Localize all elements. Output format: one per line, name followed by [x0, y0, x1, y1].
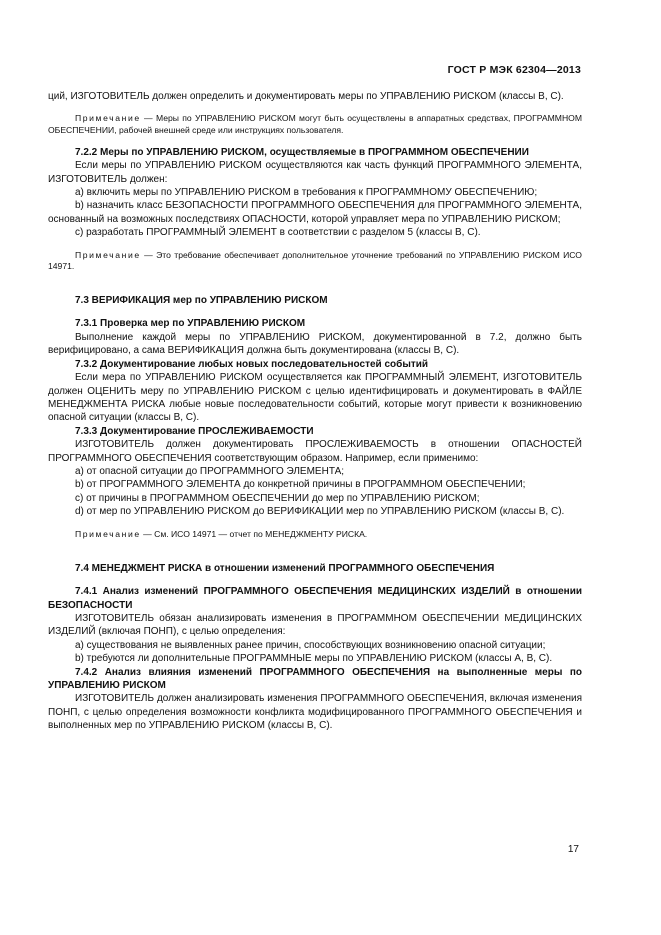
section-heading-7-2-2: 7.2.2 Меры по УПРАВЛЕНИЮ РИСКОМ, осуществляемые в ПРОГРАММНОМ ОБЕСПЕЧЕНИИ	[75, 146, 529, 158]
section-heading-7-3: 7.3 ВЕРИФИКАЦИЯ мер по УПРАВЛЕНИЮ РИСКОМ	[75, 295, 328, 307]
page-number: 17	[567, 844, 579, 855]
note-label: Примечание	[75, 249, 141, 260]
list-item: d) от мер по УПРАВЛЕНИЮ РИСКОМ до ВЕРИФИКАЦИИ мер по УПРАВЛЕНИЮ РИСКОМ (классы В, С).	[75, 506, 565, 518]
section-heading-7-4-2: 7.4.2 Анализ влияния изменений ПРОГРАММНОГО ОБЕСПЕЧЕНИЯ на выполненные меры по УПРАВЛЕНИЮ РИСКОМ	[48, 666, 582, 692]
note-text: — Меры по УПРАВЛЕНИЮ РИСКОМ могут быть осуществлены в аппаратных средствах, ПРОГРАММНОМ ОБЕСПЕЧЕНИИ, рабочей внешней среде или инструкциях пользователя.	[48, 113, 582, 135]
note-paragraph	[48, 113, 582, 135]
document-code-header: ГОСТ Р МЭК 62304—2013	[447, 64, 581, 76]
paragraph: ИЗГОТОВИТЕЛЬ должен анализировать изменения ПРОГРАММНОГО ОБЕСПЕЧЕНИЯ, включая изменения ПОНП, с целью определения возможности конфликта модифицированного ПРОГРАММНОГО ОБЕСПЕЧЕНИЯ и выполненных мер по УПРАВЛЕНИЮ РИСКОМ (классы В, С).	[48, 693, 582, 732]
section-heading-7-4-1: 7.4.1 Анализ изменений ПРОГРАММНОГО ОБЕСПЕЧЕНИЯ МЕДИЦИНСКИХ ИЗДЕЛИЙ в отношении БЕЗОПАСНОСТИ	[48, 586, 582, 611]
list-item: а) существования не выявленных ранее причин, способствующих возникновению опасной ситуации;	[75, 639, 546, 651]
paragraph-continuation: ций, ИЗГОТОВИТЕЛЬ должен определить и документировать меры по УПРАВЛЕНИЮ РИСКОМ (классы В, С).	[48, 91, 564, 102]
paragraph: ИЗГОТОВИТЕЛЬ должен документировать ПРОСЛЕЖИВАЕМОСТЬ в отношении ОПАСНОСТЕЙ ПРОГРАММНОГО ОБЕСПЕЧЕНИЯ соответствующим образом. Например, если применимо:	[48, 439, 582, 464]
page-content	[48, 90, 582, 733]
note-label: Примечание	[75, 528, 141, 539]
note-text: — См. ИСО 14971 — отчет по МЕНЕДЖМЕНТУ РИСКА.	[140, 528, 368, 539]
paragraph: Если меры по УПРАВЛЕНИЮ РИСКОМ осуществляются как часть функций ПРОГРАММНОГО ЭЛЕМЕНТА, ИЗГОТОВИТЕЛЬ должен:	[48, 160, 582, 185]
section-heading-7-3-2: 7.3.2 Документирование любых новых последовательностей событий	[75, 358, 429, 370]
note-paragraph	[48, 529, 582, 540]
list-item: а) от опасной ситуации до ПРОГРАММНОГО ЭЛЕМЕНТА;	[75, 465, 345, 477]
list-item: b) от ПРОГРАММНОГО ЭЛЕМЕНТА до конкретной причины в ПРОГРАММНОМ ОБЕСПЕЧЕНИИ;	[75, 479, 526, 491]
list-item: с) разработать ПРОГРАММНЫЙ ЭЛЕМЕНТ в соответствии с разделом 5 (классы В, С).	[75, 227, 481, 239]
note-paragraph	[48, 250, 582, 272]
list-item: с) от причины в ПРОГРАММНОМ ОБЕСПЕЧЕНИИ до мер по УПРАВЛЕНИЮ РИСКОМ;	[75, 492, 480, 504]
section-heading-7-4: 7.4 МЕНЕДЖМЕНТ РИСКА в отношении изменений ПРОГРАММНОГО ОБЕСПЕЧЕНИЯ	[75, 562, 495, 574]
paragraph: Если мера по УПРАВЛЕНИЮ РИСКОМ осуществляется как ПРОГРАММНЫЙ ЭЛЕМЕНТ, ИЗГОТОВИТЕЛЬ должен ОЦЕНИТЬ меру по УПРАВЛЕНИЮ РИСКОМ с целью идентифицировать и документировать в ФАЙЛЕ МЕНЕДЖМЕНТА РИСКА любые новые последовательности событий, которые могут привести к возникновению опасной ситуации (классы В, С).	[48, 372, 582, 424]
list-item: b) назначить класс БЕЗОПАСНОСТИ ПРОГРАММНОГО ОБЕСПЕЧЕНИЯ для ПРОГРАММНОГО ЭЛЕМЕНТА, основанный на возможных последствиях ОПАСНОСТИ, которой управляет мера по УПРАВЛЕНИЮ РИСКОМ;	[48, 200, 582, 225]
list-item: а) включить меры по УПРАВЛЕНИЮ РИСКОМ в требования к ПРОГРАММНОМУ ОБЕСПЕЧЕНИЮ;	[75, 187, 538, 199]
note-label: Примечание	[75, 113, 141, 124]
section-heading-7-3-1: 7.3.1 Проверка мер по УПРАВЛЕНИЮ РИСКОМ	[75, 318, 306, 330]
list-item: b) требуются ли дополнительные ПРОГРАММНЫЕ меры по УПРАВЛЕНИЮ РИСКОМ (классы А, В, С).	[75, 653, 553, 665]
section-heading-7-3-3: 7.3.3 Документирование ПРОСЛЕЖИВАЕМОСТИ	[75, 425, 314, 437]
note-text: — Это требование обеспечивает дополнительное уточнение требований по УПРАВЛЕНИЮ РИСКОМ ИСО 14971.	[48, 249, 582, 271]
paragraph: Выполнение каждой меры по УПРАВЛЕНИЮ РИСКОМ, документированной в 7.2, должно быть верифицировано, а сама ВЕРИФИКАЦИЯ должна быть документирована (классы В, С).	[48, 331, 582, 357]
paragraph: ИЗГОТОВИТЕЛЬ обязан анализировать изменения в ПРОГРАММНОМ ОБЕСПЕЧЕНИИ МЕДИЦИНСКИХ ИЗДЕЛИЙ (включая ПОНП), с целью определения:	[48, 612, 582, 638]
